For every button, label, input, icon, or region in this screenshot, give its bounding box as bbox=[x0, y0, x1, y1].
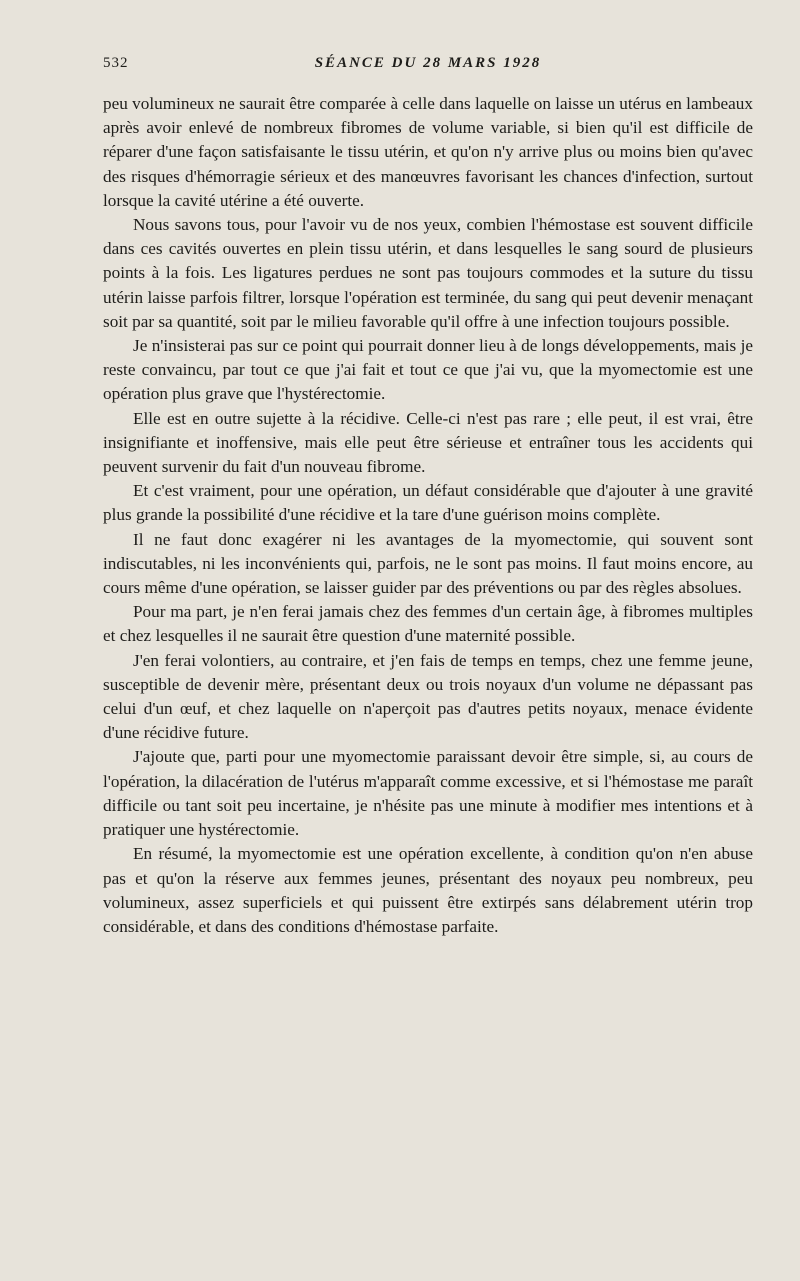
running-title: SÉANCE DU 28 MARS 1928 bbox=[314, 55, 542, 71]
paragraph: Nous savons tous, pour l'avoir vu de nos yeux, combien l'hémostase est souvent difficile dans ces cavités ouvertes en plein tissu utérin, et dans lesquelles le sang sourd de plusieurs points à la fois. Les ligatures perdues ne sont pas toujours commodes et la suture du tissu utérin laisse parfois filtrer, lorsque l'opération est terminée, du sang qui peut devenir menaçant soit par sa quantité, soit par le milieu favorable qu'il offre à une infection toujours possible. bbox=[103, 215, 753, 331]
paragraph: Il ne faut donc exagérer ni les avantages de la myomectomie, qui souvent sont indiscutables, ni les inconvénients qui, parfois, ne le sont pas moins. Il faut moins encore, au cours même d'une opération, se laisser guider par des préventions ou par des règles absolues. bbox=[103, 529, 753, 598]
paragraph: J'ajoute que, parti pour une myomectomie paraissant devoir être simple, si, au cours de l'opération, la dilacération de l'utérus m'apparaît comme excessive, et si l'hémostase me paraît difficile ou tant soit peu incertaine, je n'hésite pas une minute à modifier mes intentions et à pratiquer une hystérectomie. bbox=[103, 747, 753, 840]
paragraph: Pour ma part, je n'en ferai jamais chez des femmes d'un certain âge, à fibromes multiples et chez lesquelles il ne saurait être question d'une maternité possible. bbox=[103, 602, 753, 646]
paragraph: Je n'insisterai pas sur ce point qui pourrait donner lieu à de longs développements, mais je reste convaincu, par tout ce que j'ai fait et tout ce que j'ai vu, que la myomectomie est une opération plus grave que l'hystérectomie. bbox=[103, 336, 753, 404]
page-number: 532 bbox=[103, 55, 129, 71]
paragraph: Et c'est vraiment, pour une opération, un défaut considérable que d'ajouter à une gravité plus grande la possibilité d'une récidive et la tare d'une guérison moins complète. bbox=[103, 481, 753, 525]
page-header bbox=[103, 55, 753, 81]
paragraph: peu volumineux ne saurait être comparée à celle dans laquelle on laisse un utérus en lambeaux après avoir enlevé de nombreux fibromes de volume variable, si bien qu'il est difficile de réparer d'une façon satisfaisante le tissu utérin, et qu'on n'y arrive plus ou moins bien qu'avec des risques d'hémorragie sérieux et des manœuvres favorisant les chances d'infection, surtout lorsque la cavité utérine a été ouverte. bbox=[103, 94, 753, 210]
paragraph: Elle est en outre sujette à la récidive. Celle-ci n'est pas rare ; elle peut, il est vrai, être insignifiante et inoffensive, mais elle peut être sérieuse et entraîner tous les accidents qui peuvent survenir du fait d'un nouveau fibrome. bbox=[103, 408, 753, 477]
paragraph: J'en ferai volontiers, au contraire, et j'en fais de temps en temps, chez une femme jeune, susceptible de devenir mère, présentant deux ou trois noyaux d'un volume ne dépassant pas celui d'un œuf, et chez laquelle on n'aperçoit pas d'autres petits noyaux, menace évidente d'une récidive future. bbox=[103, 650, 753, 743]
paragraph: En résumé, la myomectomie est une opération excellente, à condition qu'on n'en abuse pas et qu'on la réserve aux femmes jeunes, présentant des noyaux peu nombreux, peu volumineux, assez superficiels et qui puissent être extirpés sans délabrement utérin trop considérable, et dans des conditions d'hémostase parfaite. bbox=[103, 844, 753, 936]
body-text bbox=[103, 92, 753, 939]
